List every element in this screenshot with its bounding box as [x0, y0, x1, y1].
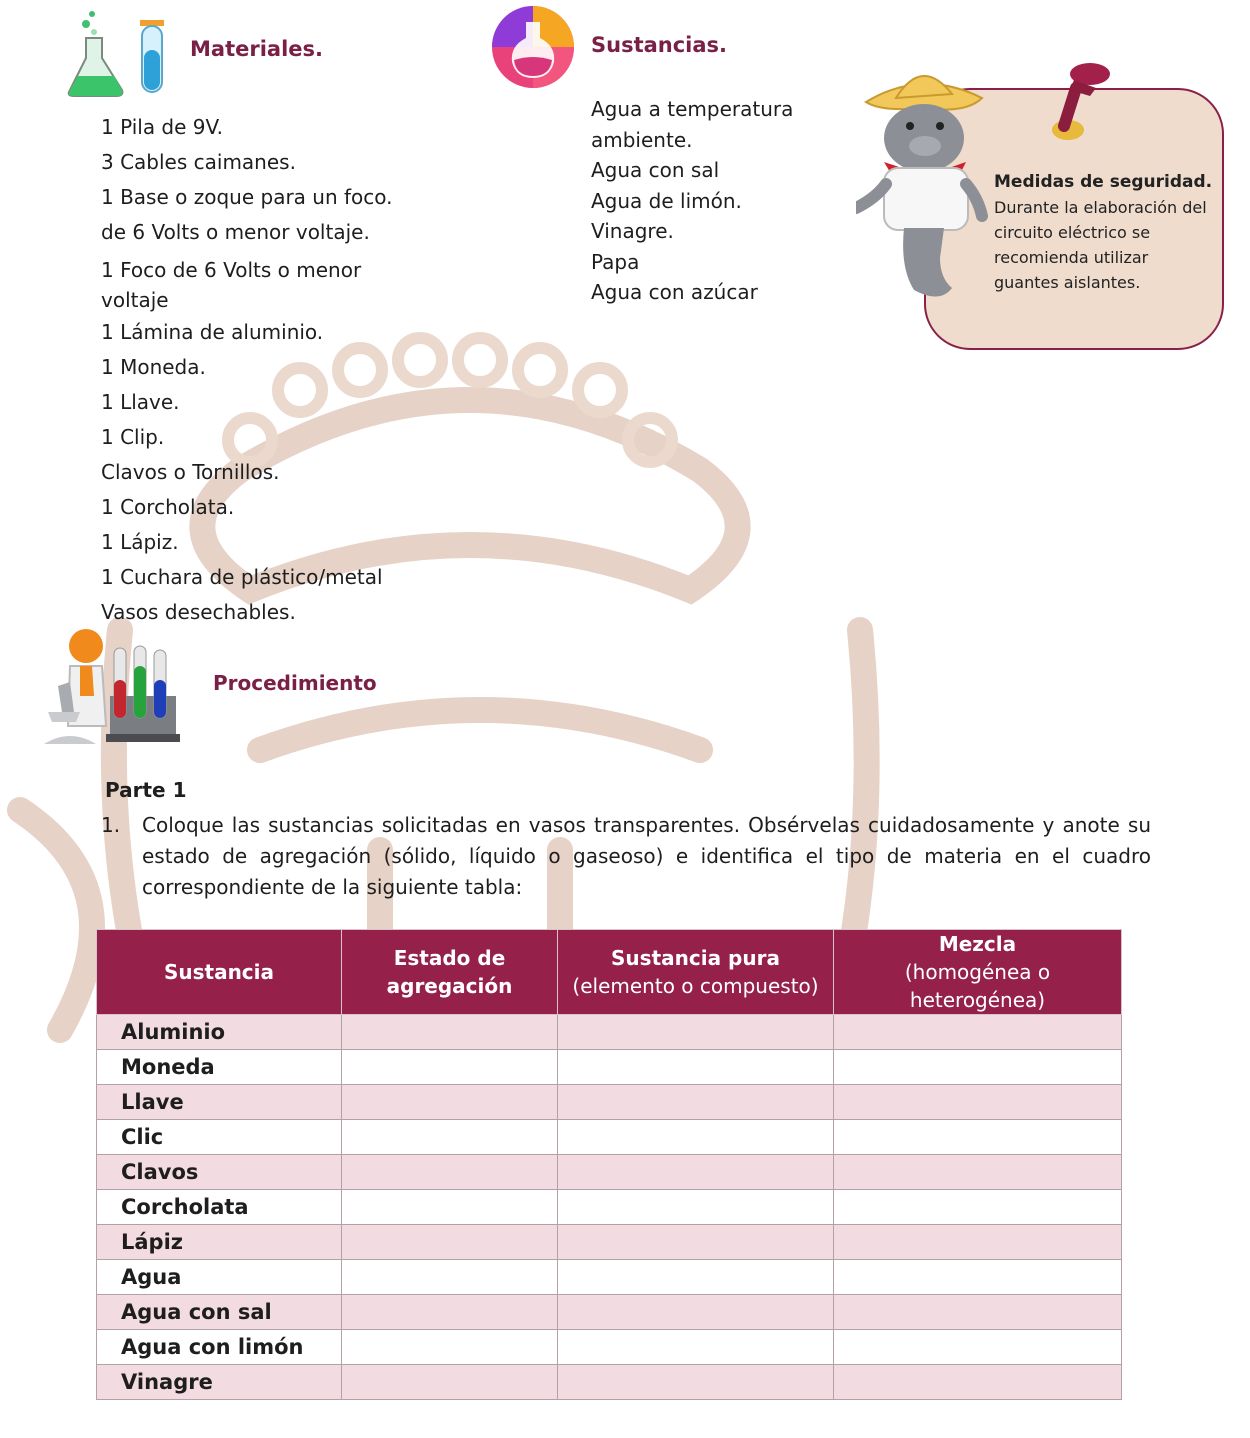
pure-cell[interactable]	[558, 1155, 834, 1190]
list-item: ambiente.	[591, 127, 693, 152]
list-item: 3 Cables caimanes.	[101, 150, 296, 174]
header-main: Sustancia pura	[611, 946, 780, 970]
list-item: 1 Lápiz.	[101, 530, 179, 554]
safety-line: recomienda utilizar	[994, 248, 1149, 267]
pure-cell[interactable]	[558, 1015, 834, 1050]
table-row	[97, 1260, 1122, 1295]
mixture-cell[interactable]	[834, 1225, 1122, 1260]
table-row	[97, 1295, 1122, 1330]
state-cell[interactable]	[342, 1120, 558, 1155]
substance-cell: Aluminio	[97, 1015, 342, 1050]
substances-table	[96, 929, 1122, 1400]
mixture-cell[interactable]	[834, 1330, 1122, 1365]
substance-cell: Agua	[97, 1260, 342, 1295]
mixture-cell[interactable]	[834, 1155, 1122, 1190]
safety-text	[994, 170, 1220, 295]
list-item: 1 Base o zoque para un foco.	[101, 185, 393, 209]
list-item: Clavos o Tornillos.	[101, 460, 280, 484]
header-sub: (homogénea o heterogénea)	[904, 960, 1051, 1012]
table-row	[97, 1120, 1122, 1155]
mixture-cell[interactable]	[834, 1120, 1122, 1155]
pure-cell[interactable]	[558, 1330, 834, 1365]
mixture-cell[interactable]	[834, 1365, 1122, 1400]
pure-cell[interactable]	[558, 1190, 834, 1225]
table-row	[97, 1225, 1122, 1260]
list-item: voltaje	[101, 288, 169, 312]
list-item: 1 Clip.	[101, 425, 165, 449]
list-item: Vasos desechables.	[101, 600, 296, 624]
pure-cell[interactable]	[558, 1260, 834, 1295]
flask-icon	[66, 6, 176, 98]
materials-heading: Materiales.	[190, 37, 323, 61]
list-item: 1 Lámina de aluminio.	[101, 320, 324, 344]
list-item: 1 Pila de 9V.	[101, 115, 223, 139]
step-paragraph	[101, 810, 1151, 903]
header-main: Sustancia	[163, 960, 275, 984]
substance-cell: Clic	[97, 1120, 342, 1155]
state-cell[interactable]	[342, 1365, 558, 1400]
potion-icon	[490, 4, 576, 90]
state-cell[interactable]	[342, 1225, 558, 1260]
step-number: 1.	[101, 813, 121, 837]
substance-cell: Clavos	[97, 1155, 342, 1190]
table-row	[97, 1015, 1122, 1050]
header-sub: (elemento o compuesto)	[572, 974, 819, 998]
header-main: Mezcla	[938, 932, 1017, 956]
list-item: 1 Corcholata.	[101, 495, 235, 519]
part-title: Parte 1	[105, 778, 187, 802]
substance-cell: Agua con limón	[97, 1330, 342, 1365]
substance-cell: Lápiz	[97, 1225, 342, 1260]
list-item: Papa	[591, 249, 640, 274]
header-main: Estado de agregación	[386, 946, 513, 998]
state-cell[interactable]	[342, 1085, 558, 1120]
pure-cell[interactable]	[558, 1085, 834, 1120]
state-cell[interactable]	[342, 1295, 558, 1330]
list-item: Agua de limón.	[591, 188, 742, 213]
mixture-cell[interactable]	[834, 1295, 1122, 1330]
safety-line: circuito eléctrico se	[994, 223, 1151, 242]
table-row	[97, 1155, 1122, 1190]
table-row	[97, 1330, 1122, 1365]
list-item: Agua con azúcar	[591, 280, 758, 304]
col-header-state	[342, 930, 558, 1015]
mixture-cell[interactable]	[834, 1260, 1122, 1295]
col-header-pure	[558, 930, 834, 1015]
pushpin-icon	[1046, 58, 1116, 148]
list-item: de 6 Volts o menor voltaje.	[101, 220, 370, 244]
table-row	[97, 1085, 1122, 1120]
list-item: Vinagre.	[591, 219, 674, 243]
substances-heading: Sustancias.	[591, 33, 728, 57]
pure-cell[interactable]	[558, 1225, 834, 1260]
procedure-heading: Procedimiento	[213, 671, 377, 695]
state-cell[interactable]	[342, 1260, 558, 1295]
list-item: 1 Llave.	[101, 390, 180, 414]
safety-line: guantes aislantes.	[994, 273, 1141, 292]
table-row	[97, 1190, 1122, 1225]
substance-cell: Corcholata	[97, 1190, 342, 1225]
pure-cell[interactable]	[558, 1365, 834, 1400]
safety-line: Durante la elaboración del	[994, 198, 1207, 217]
list-item: 1 Moneda.	[101, 355, 206, 379]
substances-list	[591, 94, 821, 308]
list-item: Agua a temperatura	[591, 97, 794, 121]
pure-cell[interactable]	[558, 1120, 834, 1155]
manatee-mascot-icon	[856, 58, 988, 308]
table-row	[97, 1050, 1122, 1085]
substance-cell: Llave	[97, 1085, 342, 1120]
col-header-substance	[97, 930, 342, 1015]
state-cell[interactable]	[342, 1330, 558, 1365]
mixture-cell[interactable]	[834, 1050, 1122, 1085]
materials-list	[101, 110, 421, 630]
state-cell[interactable]	[342, 1015, 558, 1050]
substance-cell: Moneda	[97, 1050, 342, 1085]
list-item: 1 Cuchara de plástico/metal	[101, 565, 383, 589]
step-text: Coloque las sustancias solicitadas en vasos transparentes. Obsérvelas cuidadosamente y anote su estado de agregación (sólido, líquido o gaseoso) e identifica el tipo de materia en el cuadro correspondiente de la siguiente tabla:	[142, 813, 1151, 899]
safety-title: Medidas de seguridad.	[994, 172, 1213, 192]
col-header-mixture	[834, 930, 1122, 1015]
substance-cell: Vinagre	[97, 1365, 342, 1400]
list-item: 1 Foco de 6 Volts o menor	[101, 258, 362, 282]
state-cell[interactable]	[342, 1050, 558, 1085]
mixture-cell[interactable]	[834, 1015, 1122, 1050]
state-cell[interactable]	[342, 1155, 558, 1190]
mixture-cell[interactable]	[834, 1085, 1122, 1120]
table-row	[97, 1365, 1122, 1400]
substance-cell: Agua con sal	[97, 1295, 342, 1330]
pure-cell[interactable]	[558, 1050, 834, 1085]
list-item: Agua con sal	[591, 158, 720, 182]
pure-cell[interactable]	[558, 1295, 834, 1330]
mixture-cell[interactable]	[834, 1190, 1122, 1225]
table-header-row	[97, 930, 1122, 1015]
state-cell[interactable]	[342, 1190, 558, 1225]
scientist-microscope-icon	[40, 626, 180, 756]
